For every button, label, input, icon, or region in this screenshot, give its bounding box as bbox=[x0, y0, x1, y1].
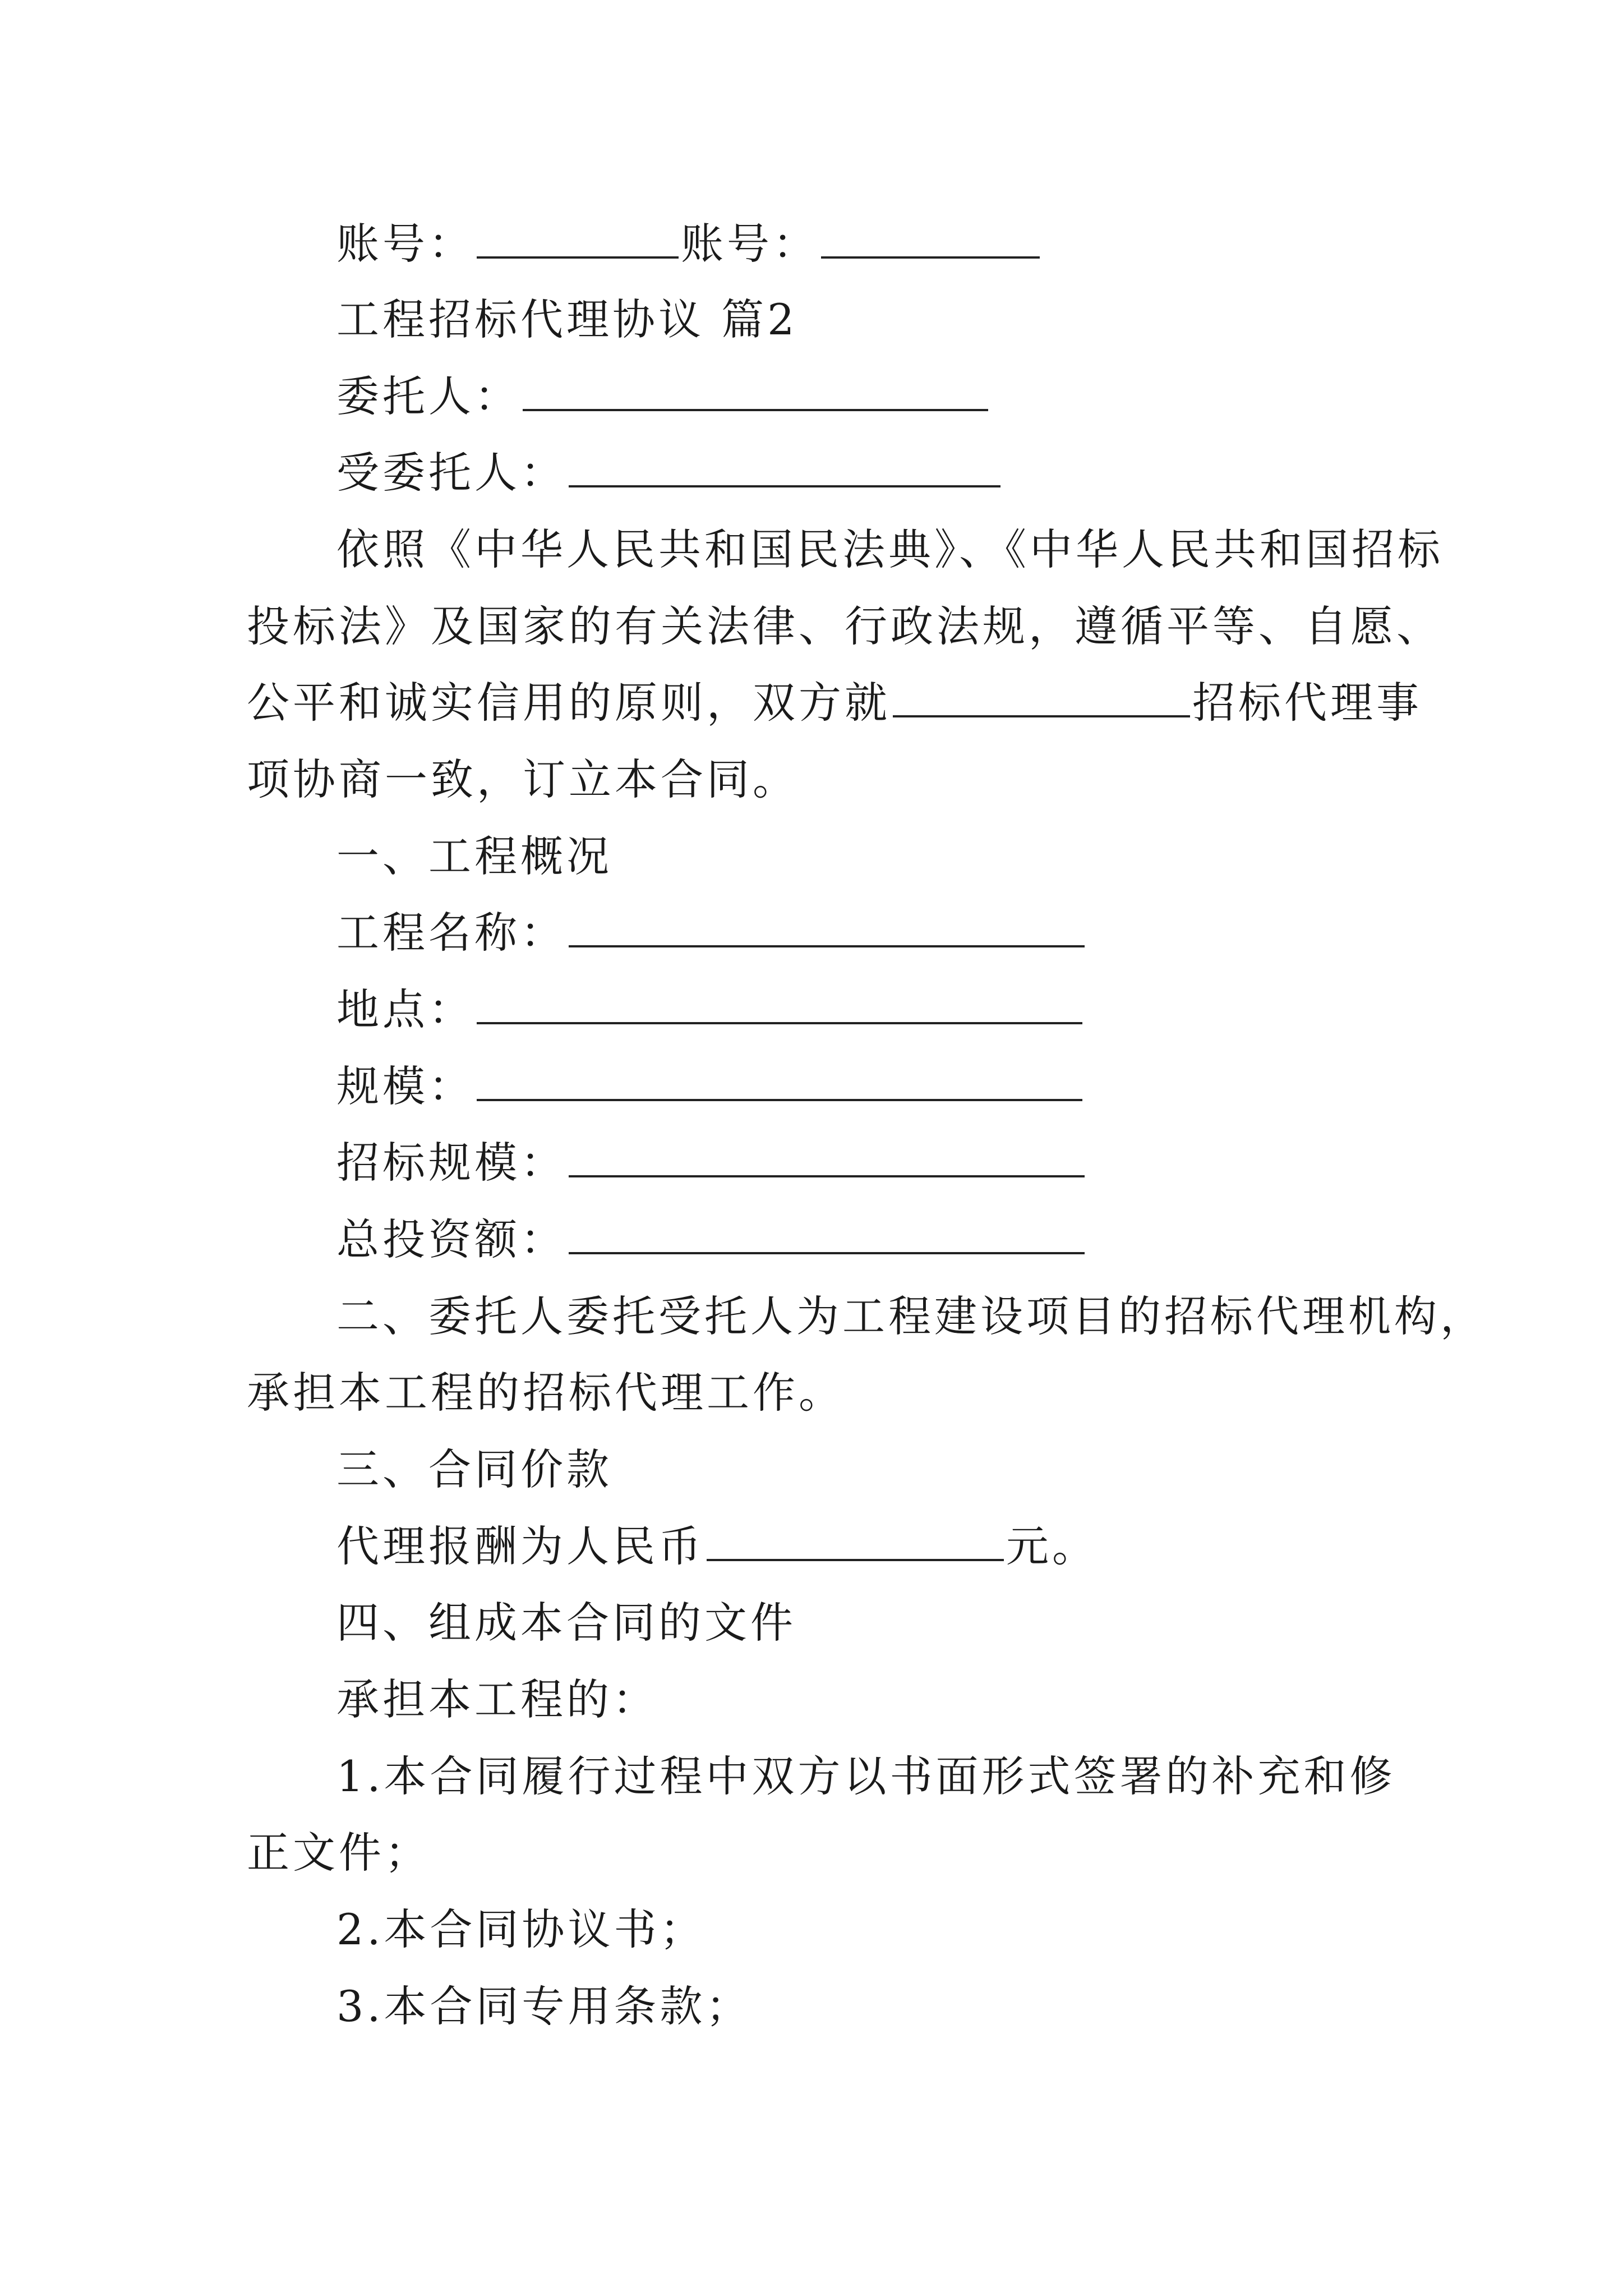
fee-suffix: 元。 bbox=[1006, 1521, 1098, 1571]
list-item-3: 3.本合同专用条款； bbox=[336, 1981, 752, 2031]
agent-blank bbox=[569, 447, 1000, 487]
field-label: 规模： bbox=[336, 1061, 474, 1111]
account-blank-2 bbox=[821, 218, 1040, 259]
section-title: 工程招标代理协议 篇2 bbox=[336, 295, 798, 344]
field-investment bbox=[336, 1209, 1087, 1271]
intro-line-3 bbox=[247, 672, 1422, 734]
account-blank-1 bbox=[477, 218, 679, 259]
field-scale bbox=[336, 1056, 1085, 1117]
field-label: 招标规模： bbox=[336, 1138, 566, 1188]
section-1-title: 一、工程概况 bbox=[336, 831, 612, 881]
field-blank bbox=[569, 1137, 1085, 1177]
fee-prefix: 代理报酬为人民币 bbox=[336, 1521, 704, 1571]
intro-line-4: 项协商一致，订立本合同。 bbox=[247, 754, 799, 804]
field-label: 工程名称： bbox=[336, 908, 566, 958]
section-3-title: 三、合同价款 bbox=[336, 1444, 612, 1494]
project-blank bbox=[893, 677, 1190, 717]
field-label: 总投资额： bbox=[336, 1214, 566, 1264]
list-item-2: 2.本合同协议书； bbox=[336, 1904, 706, 1954]
intro-line-3-start: 公平和诚实信用的原则，双方就 bbox=[247, 678, 891, 728]
field-tender-scale bbox=[336, 1132, 1087, 1194]
fee-line bbox=[336, 1516, 1098, 1577]
section-4-title: 四、组成本合同的文件 bbox=[336, 1598, 796, 1648]
account-label-1: 账号： bbox=[336, 219, 474, 269]
intro-line-3-end: 招标代理事 bbox=[1192, 678, 1422, 728]
intro-line-2: 投标法》及国家的有关法律、行政法规，遵循平等、自愿、 bbox=[247, 601, 1442, 651]
field-blank bbox=[569, 907, 1085, 947]
section-4-lead: 承担本工程的： bbox=[336, 1674, 658, 1724]
fee-blank bbox=[707, 1521, 1004, 1561]
intro-line-1: 依照《中华人民共和国民法典》、《中华人民共和国招标 bbox=[336, 524, 1444, 574]
field-location bbox=[336, 979, 1085, 1041]
list-item-1-line-1: 1.本合同履行过程中双方以书面形式签署的补充和修 bbox=[336, 1751, 1396, 1801]
field-project-name bbox=[336, 902, 1087, 964]
field-blank bbox=[477, 984, 1082, 1024]
principal-line bbox=[336, 366, 990, 427]
account-line bbox=[336, 213, 1042, 275]
principal-label: 委托人： bbox=[336, 371, 520, 421]
field-blank bbox=[477, 1061, 1082, 1101]
section-2-line-2: 承担本工程的招标代理工作。 bbox=[247, 1368, 845, 1418]
agent-label: 受委托人： bbox=[336, 448, 566, 498]
list-item-1-line-2: 正文件； bbox=[247, 1828, 431, 1878]
agent-line bbox=[336, 442, 1003, 504]
account-label-2: 账号： bbox=[681, 219, 819, 269]
field-label: 地点： bbox=[336, 984, 474, 1034]
section-2-line-1: 二、委托人委托受托人为工程建设项目的招标代理机构， bbox=[336, 1291, 1486, 1341]
principal-blank bbox=[523, 371, 988, 411]
field-blank bbox=[569, 1214, 1085, 1254]
